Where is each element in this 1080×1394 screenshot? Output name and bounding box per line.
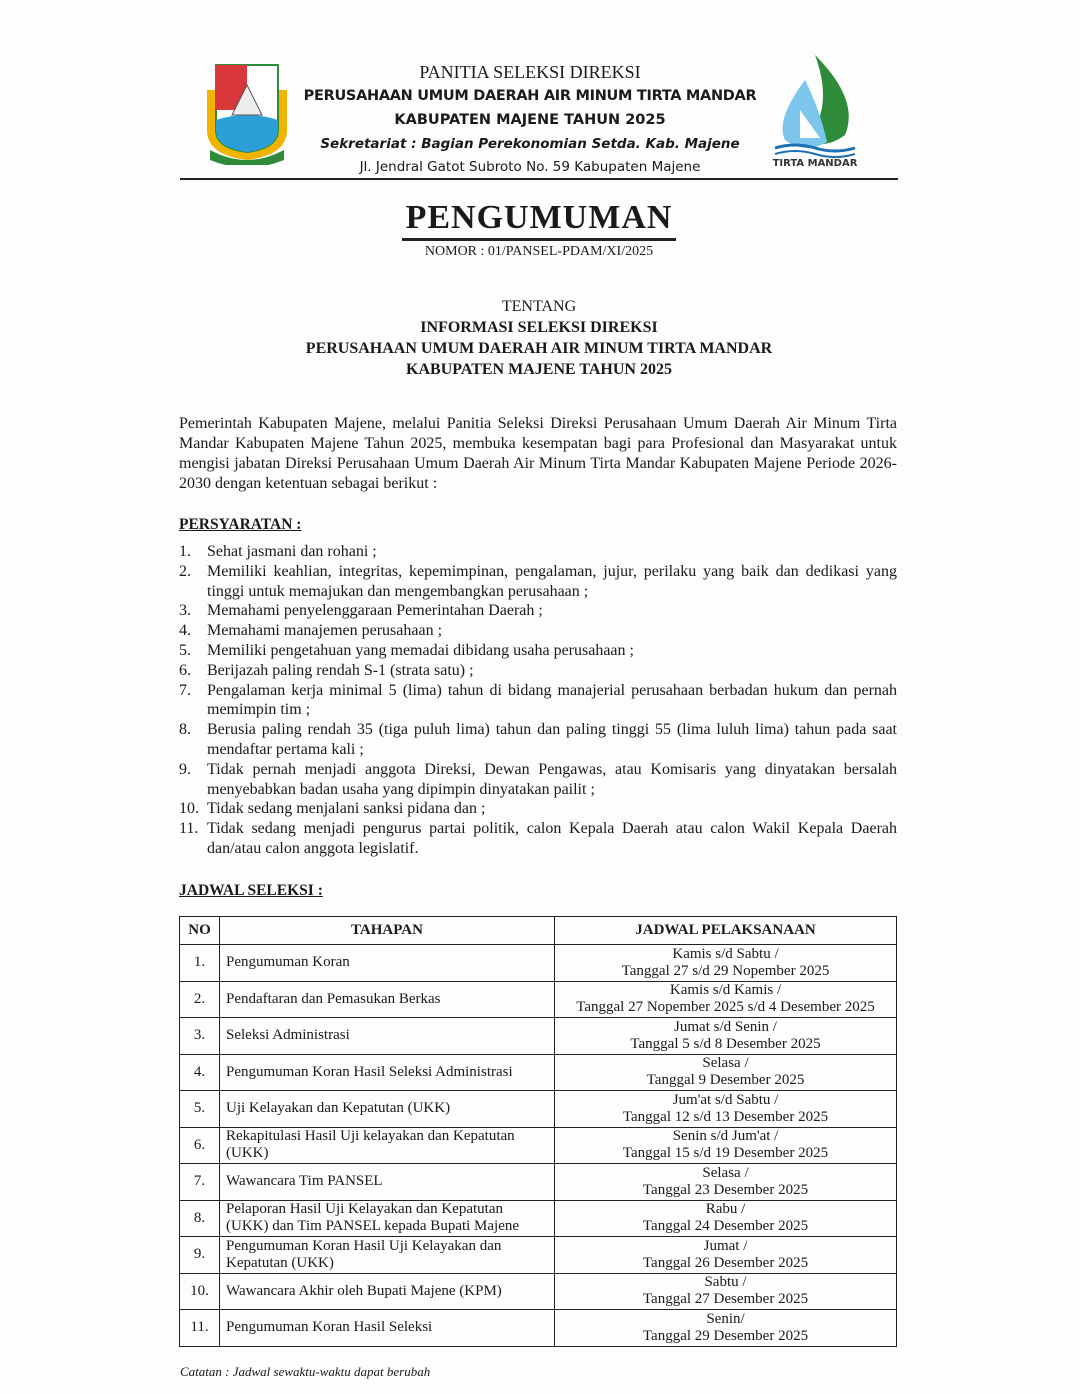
requirement-text: Berijazah paling rendah S-1 (strata satu) ; [207, 661, 474, 679]
requirement-item [179, 720, 897, 760]
document-title: PENGUMUMAN [402, 198, 677, 241]
table-row [180, 1018, 897, 1055]
stage: Pengumuman Koran Hasil Seleksi [220, 1310, 555, 1347]
schedule-date: Tanggal 27 s/d 29 Nopember 2025 [621, 962, 830, 979]
schedule-day: Senin s/d Jum'at / [672, 1128, 779, 1145]
document-number: NOMOR : 01/PANSEL-PDAM/XI/2025 [424, 244, 654, 259]
requirement-text: Memiliki keahlian, integritas, kepemimpinan, pengalaman, jujur, perilaku yang baik dan dedikasi yang tinggi untuk memajukan dan mengembangkan perusahaan ; [207, 562, 897, 600]
subject-line: INFORMASI SELEKSI DIREKSI [420, 319, 658, 336]
requirement-text: Tidak sedang menjadi pengurus partai politik, calon Kepala Daerah atau calon Wakil Kepala Daerah dan/atau calon anggota legislatif. [207, 820, 897, 857]
schedule-day: Jum'at s/d Sabtu / [672, 1091, 779, 1108]
schedule-cell [555, 1018, 897, 1055]
company-name: PERUSAHAAN UMUM DAERAH AIR MINUM TIRTA MANDAR [303, 88, 757, 104]
schedule-cell [555, 1310, 897, 1347]
schedule-day: Jumat / [703, 1237, 748, 1254]
table-row [180, 1237, 897, 1274]
requirement-item [179, 661, 897, 681]
row-number: 6. [180, 1127, 220, 1164]
row-number: 4. [180, 1054, 220, 1091]
schedule-day: Sabtu / [704, 1274, 747, 1291]
schedule-day: Rabu / [705, 1201, 746, 1218]
requirement-item [179, 760, 897, 800]
row-number: 1. [180, 945, 220, 982]
requirement-item [179, 562, 897, 602]
schedule-cell [555, 1054, 897, 1091]
requirement-number: 6. [179, 661, 191, 679]
table-row [180, 945, 897, 982]
schedule-day: Selasa / [702, 1055, 749, 1072]
requirement-number: 4. [179, 622, 191, 640]
subject-line: KABUPATEN MAJENE TAHUN 2025 [406, 361, 672, 378]
column-header-no: NO [180, 917, 220, 945]
requirement-text: Sehat jasmani dan rohani ; [207, 543, 377, 560]
requirement-text: Berusia paling rendah 35 (tiga puluh lima) tahun dan paling tinggi 55 (lima luluh lima) tahun pada saat mendaftar pertama kali ; [207, 721, 897, 758]
requirement-text: Memahami penyelenggaraan Pemerintahan Daerah ; [207, 602, 543, 620]
stage: Wawancara Akhir oleh Bupati Majene (KPM) [220, 1273, 555, 1310]
subject [180, 296, 898, 380]
column-header-schedule: JADWAL PELAKSANAAN [555, 917, 897, 945]
row-number: 9. [180, 1237, 220, 1274]
stage: Seleksi Administrasi [220, 1018, 555, 1055]
tirta-mandar-logo [765, 50, 865, 170]
requirement-item [179, 601, 897, 621]
schedule-table [179, 916, 897, 1347]
note: Catatan : Jadwal sewaktu-waktu dapat berubah [180, 1364, 431, 1379]
letterhead-divider [180, 178, 898, 180]
requirement-number: 5. [179, 641, 191, 659]
row-number: 7. [180, 1164, 220, 1201]
row-number: 10. [180, 1273, 220, 1310]
requirement-number: 8. [179, 721, 191, 739]
committee-name: PANITIA SELEKSI DIREKSI [419, 62, 641, 82]
table-row [180, 1127, 897, 1164]
stage: Pendaftaran dan Pemasukan Berkas [220, 981, 555, 1018]
stage: Uji Kelayakan dan Kepatutan (UKK) [220, 1091, 555, 1128]
table-row [180, 1273, 897, 1310]
schedule-day: Selasa / [702, 1164, 749, 1181]
schedule-date: Tanggal 26 Desember 2025 [642, 1254, 809, 1271]
requirement-number: 9. [179, 760, 191, 778]
schedule-cell [555, 1237, 897, 1274]
schedule-day: Jumat s/d Senin / [674, 1018, 777, 1035]
row-number: 8. [180, 1200, 220, 1237]
requirement-item [179, 799, 897, 819]
schedule-cell [555, 1091, 897, 1128]
requirement-item [179, 641, 897, 661]
schedule-date: Tanggal 12 s/d 13 Desember 2025 [622, 1108, 829, 1125]
svg-text:TIRTA MANDAR: TIRTA MANDAR [772, 158, 858, 169]
schedule-date: Tanggal 29 Desember 2025 [642, 1327, 809, 1344]
table-row [180, 1054, 897, 1091]
table-row [180, 1310, 897, 1347]
majene-regency-logo [202, 60, 292, 165]
table-row [180, 1164, 897, 1201]
requirement-item [179, 542, 897, 562]
schedule-day: Kamis s/d Kamis / [669, 982, 782, 999]
requirement-number: 7. [179, 681, 191, 699]
requirement-number: 1. [179, 543, 191, 560]
requirements-heading: PERSYARATAN : [179, 516, 302, 533]
schedule-date: Tanggal 24 Desember 2025 [642, 1218, 809, 1235]
table-row [180, 981, 897, 1018]
secretariat: Sekretariat : Bagian Perekonomian Setda. Kab. Majene [320, 136, 740, 152]
schedule-cell [555, 1273, 897, 1310]
column-header-stage: TAHAPAN [220, 917, 555, 945]
requirement-number: 2. [179, 562, 191, 580]
schedule-cell [555, 1200, 897, 1237]
stage: Wawancara Tim PANSEL [220, 1164, 555, 1201]
row-number: 2. [180, 981, 220, 1018]
requirement-text: Tidak pernah menjadi anggota Direksi, Dewan Pengawas, atau Komisaris yang dinyatakan bersalah menyebabkan badan usaha yang dipimpin dinyatakan pailit ; [207, 760, 897, 798]
stage: Rekapitulasi Hasil Uji kelayakan dan Kepatutan (UKK) [220, 1127, 555, 1164]
schedule-cell [555, 981, 897, 1018]
row-number: 3. [180, 1018, 220, 1055]
requirement-text: Pengalaman kerja minimal 5 (lima) tahun di bidang manajerial perusahaan berbadan hukum dan pernah memimpin tim ; [207, 681, 897, 719]
requirement-text: Memiliki pengetahuan yang memadai dibidang usaha perusahaan ; [207, 641, 634, 659]
requirement-number: 11. [179, 820, 199, 838]
stage: Pengumuman Koran Hasil Uji Kelayakan dan Kepatutan (UKK) [220, 1237, 555, 1274]
subject-line: PERUSAHAAN UMUM DAERAH AIR MINUM TIRTA MANDAR [305, 340, 773, 357]
requirement-text: Memahami manajemen perusahaan ; [207, 622, 443, 640]
requirement-item [179, 681, 897, 721]
table-row [180, 1091, 897, 1128]
schedule-day: Senin/ [706, 1310, 745, 1327]
requirement-item [179, 621, 897, 641]
subject-label: TENTANG [501, 298, 577, 315]
requirement-item [179, 819, 897, 859]
schedule-date: Tanggal 15 s/d 19 Desember 2025 [622, 1145, 829, 1162]
schedule-date: Tanggal 5 s/d 8 Desember 2025 [630, 1035, 821, 1052]
schedule-cell [555, 1127, 897, 1164]
stage: Pengumuman Koran [220, 945, 555, 982]
schedule-cell [555, 945, 897, 982]
letterhead [180, 50, 898, 180]
schedule-date: Tanggal 23 Desember 2025 [642, 1181, 809, 1198]
requirement-number: 10. [179, 800, 199, 818]
stage: Pelaporan Hasil Uji Kelayakan dan Kepatutan (UKK) dan Tim PANSEL kepada Bupati Majene [220, 1200, 555, 1237]
requirement-number: 3. [179, 602, 191, 620]
schedule-day: Kamis s/d Sabtu / [672, 945, 779, 962]
stage: Pengumuman Koran Hasil Seleksi Administrasi [220, 1054, 555, 1091]
address: Jl. Jendral Gatot Subroto No. 59 Kabupaten Majene [359, 159, 701, 175]
schedule-date: Tanggal 27 Desember 2025 [642, 1291, 809, 1308]
requirements-list [179, 542, 897, 859]
row-number: 11. [180, 1310, 220, 1347]
schedule-date: Tanggal 9 Desember 2025 [646, 1072, 805, 1089]
regency-year: KABUPATEN MAJENE TAHUN 2025 [394, 112, 666, 128]
table-row [180, 1200, 897, 1237]
intro-paragraph: Pemerintah Kabupaten Majene, melalui Panitia Seleksi Direksi Perusahaan Umum Daerah Air Minum Tirta Mandar Kabupaten Majene Tahun 2025, membuka kesempatan bagi para Profesional dan Masyarakat untuk mengisi jabatan Direksi Perusahaan Umum Daerah Air Minum Tirta Mandar Kabupaten Majene Periode 2026-2030 dengan ketentuan sebagai berikut : [179, 415, 897, 492]
schedule-date: Tanggal 27 Nopember 2025 s/d 4 Desember 2025 [576, 999, 875, 1016]
row-number: 5. [180, 1091, 220, 1128]
requirement-text: Tidak sedang menjalani sanksi pidana dan ; [207, 800, 486, 818]
schedule-cell [555, 1164, 897, 1201]
schedule-heading: JADWAL SELEKSI : [179, 882, 323, 899]
